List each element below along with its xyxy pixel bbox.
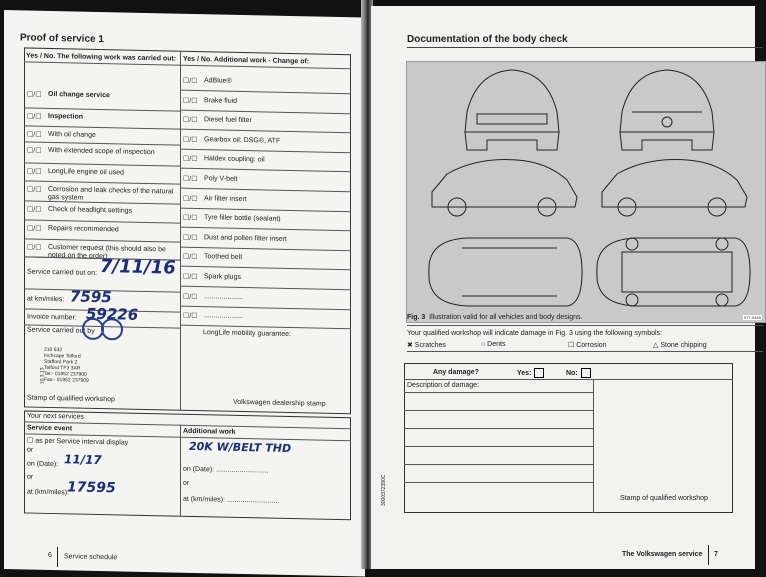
- page-title: Proof of service 1: [20, 32, 104, 46]
- miles-value: 7595: [70, 287, 112, 307]
- car-outlines-image: [407, 62, 765, 322]
- yes-no-checkbox[interactable]: ☐/☐: [183, 234, 198, 242]
- col-header-left: Yes / No. The following work was carried out:: [26, 52, 177, 63]
- right-item-label: AdBlue®: [204, 77, 232, 85]
- or-text-2: or: [27, 473, 34, 481]
- footer-page-number-right: 7: [714, 551, 718, 558]
- yes-no-checkbox[interactable]: ☐/☐: [183, 136, 198, 144]
- additional-work-value: 20K W/BELT THD: [189, 439, 292, 456]
- additional-km-label: at (km/miles): ...........................: [183, 495, 280, 505]
- yes-no-checkbox[interactable]: ☐/☐: [27, 186, 42, 194]
- yes-no-checkbox[interactable]: ☐/☐: [27, 206, 42, 214]
- left-item-label: Customer request (this should also be noted on the order): [48, 243, 166, 261]
- yes-no-checkbox[interactable]: ☐/☐: [183, 254, 198, 262]
- stamp-label: Stamp of qualified workshop: [27, 394, 115, 404]
- col-header-right: Yes / No. Additional work - Change of:: [183, 55, 310, 66]
- left-item-label: Repairs recommended: [48, 224, 119, 234]
- vw-stamp-label: Volkswagen dealership stamp: [233, 398, 326, 408]
- symbol-corrosion: ☐ Corrosion: [568, 342, 607, 349]
- yes-no-checkbox[interactable]: ☐/☐: [183, 156, 198, 164]
- yes-checkbox[interactable]: [534, 368, 544, 378]
- right-item-label: Brake fluid: [204, 96, 238, 105]
- left-item-label: Oil change service: [48, 90, 110, 100]
- yes-no-checkbox[interactable]: ☐/☐: [183, 214, 198, 223]
- footer-text-right: The Volkswagen service: [622, 551, 703, 558]
- service-event-header: Service event: [27, 424, 73, 433]
- yes-no-checkbox[interactable]: ☐/☐: [183, 116, 198, 125]
- right-item-label: Poly V-belt: [204, 175, 238, 183]
- next-services-title: Your next services: [27, 412, 84, 421]
- no-option: No:: [566, 368, 591, 378]
- yes-no-checkbox[interactable]: ☐/☐: [183, 273, 198, 282]
- additional-work-header: Additional work: [183, 427, 236, 436]
- or-text-r: or: [183, 479, 190, 487]
- invoice-value: 59226: [86, 304, 139, 324]
- next-km-label: at (km/miles):: [27, 488, 69, 497]
- right-item-label: Toothed belt: [204, 253, 243, 262]
- stamp-side-text: 10.3.13: [39, 367, 46, 385]
- left-page: [4, 10, 365, 577]
- figure-code: 977-0449: [744, 315, 761, 320]
- right-page: [371, 6, 761, 569]
- yes-no-checkbox[interactable]: ☐/☐: [183, 77, 198, 86]
- right-item-label: Dust and pollen filter insert: [204, 233, 287, 243]
- next-km-value: 17595: [67, 479, 116, 497]
- additional-date-label: on (Date): ...........................: [183, 465, 269, 475]
- yes-no-checkbox[interactable]: ☐/☐: [183, 195, 198, 203]
- yes-no-checkbox[interactable]: ☐/☐: [27, 91, 42, 99]
- footer-text: Service schedule: [64, 553, 118, 562]
- left-item-label: Check of headlight settings: [48, 205, 133, 215]
- footer-page-number: 6: [48, 551, 52, 560]
- symbol-dents: ○ Dents: [481, 341, 506, 348]
- yes-no-checkbox[interactable]: ☐/☐: [183, 293, 198, 301]
- right-item-label: Tyre filler bottle (sealant): [204, 214, 281, 223]
- left-item-label: With extended scope of inspection: [48, 146, 155, 157]
- service-date-label: Service carried out on:: [27, 268, 98, 277]
- next-date-value: 11/17: [64, 452, 102, 468]
- right-item-label: Gearbox oil: DSG®, ATF: [204, 135, 281, 145]
- symbol-scratches: ✖ Scratches: [407, 342, 446, 349]
- vw-logo-stamp-2: [101, 318, 123, 340]
- miles-label: at km/miles:: [27, 295, 65, 304]
- invoice-label: Invoice number:: [27, 313, 77, 322]
- left-item-label: LongLife engine oil used: [48, 167, 124, 177]
- left-item-label: Inspection: [48, 112, 84, 121]
- figure-caption: Fig. 3 Illustration valid for all vehicles and body designs.: [407, 314, 583, 321]
- dealer-stamp: 210 632 Inchcape Telford Stafford Park 2 Telford TF3 3AR Tel:- 01952 237900 Fax:- 01952 237909: [44, 346, 89, 384]
- no-checkbox[interactable]: [581, 368, 591, 378]
- body-check-title: Documentation of the body check: [407, 34, 568, 45]
- right-item-label: Haldex coupling: oil: [204, 155, 265, 164]
- vehicle-diagram: [406, 61, 766, 323]
- service-date-value: 7/11/16: [100, 256, 176, 279]
- yes-no-checkbox[interactable]: ☐/☐: [27, 113, 42, 121]
- symbol-stone-chipping: △ Stone chipping: [653, 342, 707, 349]
- vertical-code: 3000372390C: [381, 474, 387, 506]
- right-item-label: Spark plugs: [204, 273, 241, 281]
- yes-no-checkbox[interactable]: ☐/☐: [27, 147, 42, 155]
- longlife-guarantee-label: LongLife mobility guarantee:: [203, 329, 291, 339]
- workshop-stamp-label: Stamp of qualified workshop: [620, 495, 708, 502]
- yes-no-checkbox[interactable]: ☐/☐: [27, 131, 42, 139]
- yes-no-checkbox[interactable]: ☐/☐: [27, 244, 42, 252]
- next-date-label: on (Date):: [27, 460, 59, 469]
- yes-no-checkbox[interactable]: ☐/☐: [27, 225, 42, 233]
- yes-no-checkbox[interactable]: ☐/☐: [183, 312, 198, 321]
- right-item-label: Diesel fuel filter: [204, 116, 252, 125]
- left-item-label: Corrosion and leak checks of the natural gas system: [48, 185, 174, 202]
- or-text-1: or: [27, 446, 34, 454]
- right-item-label: Air filter insert: [204, 194, 247, 203]
- yes-no-checkbox[interactable]: ☐/☐: [27, 168, 42, 176]
- service-carried-by-label: Service carried out by: [27, 326, 95, 335]
- yes-no-checkbox[interactable]: ☐/☐: [183, 97, 198, 105]
- right-item-label: ....................: [204, 312, 243, 321]
- yes-option: Yes:: [517, 368, 544, 378]
- left-item-label: With oil change: [48, 130, 96, 139]
- interval-option: ☐ as per Service interval display: [27, 437, 129, 447]
- yes-no-checkbox[interactable]: ☐/☐: [183, 175, 198, 184]
- any-damage-label: Any damage?: [433, 369, 479, 376]
- description-label: Description of damage:: [407, 382, 479, 389]
- damage-instruction: Your qualified workshop will indicate damage in Fig. 3 using the following symbols:: [407, 330, 662, 337]
- right-item-label: ....................: [204, 292, 243, 301]
